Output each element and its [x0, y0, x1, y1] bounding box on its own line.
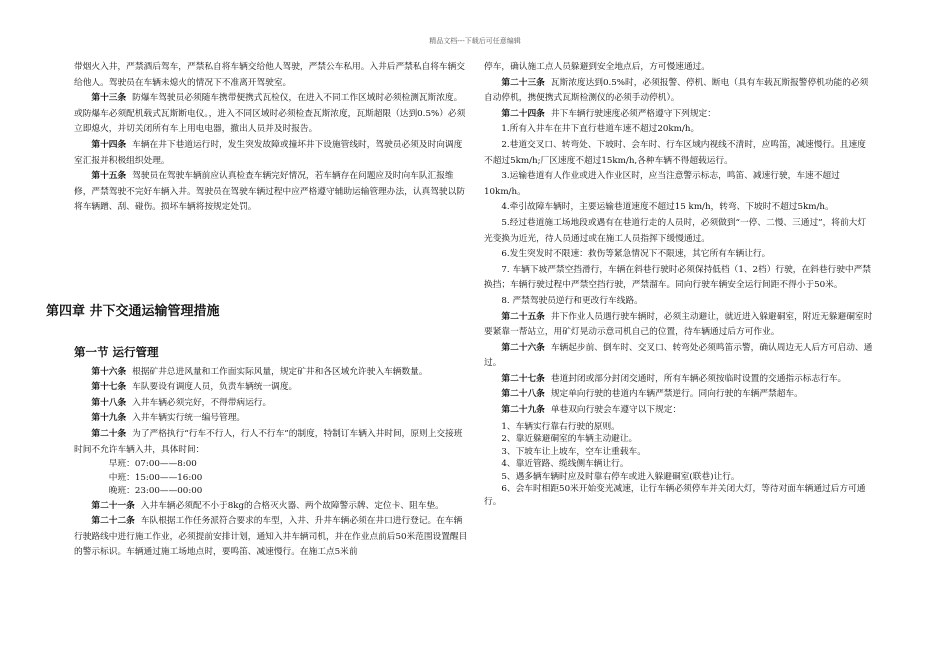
article-text: 入井车辆必须配不小于8kg的合格灭火器、两个故障警示牌、定位卡、阻车垫。: [140, 500, 444, 511]
article-text: 入井车辆实行统一编号管理。: [132, 413, 246, 424]
article-text: 车辆起步前、倒车时、交叉口、转弯处必须鸣笛示警，确认周边无人后方可启动、通过。: [484, 342, 873, 369]
article-label: 第二十二条: [91, 516, 135, 527]
article-text: 井下车辆行驶速度必须严格遵守下列规定：: [550, 108, 716, 119]
list-item: 6、会车时相距50米开始变光减速，让行车辆必须停车并关闭大灯，等待对面车辆通过后方可通行。: [484, 484, 866, 507]
article-27: [484, 372, 874, 388]
speed-rule-3: 3.运输巷道有人作业或进入作业区时，应当注意警示标志，鸣笛、减速行驶，车速不超过10km/h。: [484, 171, 840, 197]
article-16: [74, 365, 468, 381]
article-label: 第二十五条: [501, 311, 545, 322]
speed-rule-8: 8. 严禁驾驶员逆行和更改行车线路。: [501, 295, 643, 306]
list-item: 5、遇多辆车辆时应及时靠右停车或进入躲避硐室(联巷)让行。: [501, 471, 740, 482]
article-label: 第二十一条: [91, 500, 135, 511]
article-13: [74, 91, 468, 138]
article-label: 第二十六条: [501, 342, 545, 353]
list-item: 2、靠近躲避硐室的车辆主动避让。: [501, 434, 638, 445]
article-text: 规定单向行驶的巷道内车辆严禁逆行。同向行驶的车辆严禁超车。: [550, 389, 803, 400]
article-19: [74, 411, 468, 427]
paragraph: 带烟火入井，严禁酒后驾车，严禁私自将车辆交给他人驾驶，严禁公车私用。入井后严禁私自将车辆交给他人。驾驶员在车辆未熄火的情况下不准离开驾驶室。: [74, 62, 465, 88]
speed-rule-4: 4.牵引故障车辆时，主要运输巷道速度不超过15 km/h，转弯、下坡时不超过5km/h。: [501, 202, 834, 213]
article-22: [74, 514, 468, 561]
article-label: 第二十七条: [501, 373, 545, 384]
speed-rule-7: 7. 车辆下坡严禁空挡滑行，车辆在斜巷行驶时必须保持低档（1、2档）行驶，在斜巷行驶中严禁换挡；车辆行驶过程中严禁空挡行驶，严禁溜车。同向行驶车辆安全运行间距不得小于50米。: [484, 264, 871, 291]
article-label: 第十六条: [91, 366, 127, 377]
article-text: 为了严格执行“行车不行人，行人不行车”的制度，特制订车辆入井时间，原则上交接班时间不允许车辆入井，具体时间：: [74, 428, 463, 455]
article-label: 第十八条: [91, 397, 127, 408]
article-text: 车辆在井下巷道运行时，发生突发故障或撞坏井下设施管线时，驾驶员必须及时向调度室汇报并积极组织处理。: [74, 139, 463, 166]
chapter-title: 第四章 井下交通运输管理措施: [46, 304, 220, 319]
article-15: [74, 169, 468, 216]
article-21: [74, 499, 468, 515]
watermark: 精品文档---下载后可任意编辑: [429, 37, 521, 45]
article-26: [484, 341, 874, 372]
left-column: [74, 60, 468, 216]
right-column: [484, 60, 874, 508]
article-text: 根据矿井总进风量和工作面实际风量，规定矿井和各区域允许驶入车辆数量。: [132, 366, 428, 377]
shift-morning: 早班：07:00——8:00: [108, 459, 197, 470]
article-text: 驾驶员在驾驶车辆前应认真检查车辆完好情况，若车辆存在问题应及时向车队汇报维修，严禁驾驶不完好车辆入井。驾驶员在驾驶车辆过程中应严格遵守辅助运输管理办法，认真驾驶以防将车辆蹭、刮、碰伤。损坏车辆将按规定处罚。: [74, 171, 465, 213]
article-17: [74, 380, 468, 396]
article-20: [74, 427, 468, 458]
left-column-lower: [74, 345, 468, 561]
article-text: 巷道封闭或部分封闭交通时，所有车辆必须按临时设置的交通指示标志行车。: [550, 373, 847, 384]
article-23: [484, 76, 874, 107]
article-label: 第十五条: [91, 171, 127, 182]
article-label: 第二十三条: [501, 77, 545, 88]
speed-rule-6: 6.发生突发时不限速：救伤等紧急情况下不限速，其它所有车辆让行。: [501, 249, 771, 260]
article-18: [74, 396, 468, 412]
article-text: 单巷双向行驶会车遵守以下规定：: [550, 405, 682, 416]
article-label: 第十九条: [91, 413, 127, 424]
article-label: 第二十条: [91, 428, 127, 439]
list-item: 4、靠近管路、缆线侧车辆让行。: [501, 459, 629, 470]
article-label: 第二十四条: [501, 108, 545, 119]
speed-rule-2: 2.巷道交叉口、转弯处、下坡时、会车时、行车区域内视线不清时，应鸣笛，减速慢行。且速度不超过5km/h;厂区速度不超过15km/h,各种车辆不得超载运行。: [484, 139, 866, 166]
article-29: [484, 403, 874, 419]
article-label: 第二十八条: [501, 389, 545, 400]
article-text: 防爆车驾驶员必须随车携带便携式瓦检仪，在进入不同工作区域时必须检测瓦斯浓度。或防爆车必须配机载式瓦斯断电仪。，进入不同区域时必须检查瓦斯浓度，瓦斯超限（达到0.5%）必须立即熄火，并切关闭所有车上用电电器，撤出人员并及时报告。: [74, 93, 466, 135]
passing-rules-list: [484, 421, 874, 509]
article-label: 第十三条: [91, 93, 127, 104]
article-25: [484, 310, 874, 341]
article-label: 第十七条: [91, 382, 127, 393]
list-item: 1、车辆实行靠右行驶的原则。: [501, 421, 620, 432]
article-text: 车队要设有调度人员，负责车辆统一调度。: [132, 382, 298, 393]
shift-schedule: [74, 458, 468, 499]
article-text: 入井车辆必须完好，不得带病运行。: [132, 397, 272, 408]
article-text: 井下作业人员遇行驶车辆时，必须主动避让，就近进入躲避硐室，附近无躲避硐室时要紧靠一帮站立，用矿灯晃动示意司机自己的位置，待车辆通过后方可作业。: [484, 311, 873, 338]
article-label: 第十四条: [91, 139, 127, 150]
article-text: 车队根据工作任务派符合要求的车型，入井、升井车辆必须在井口进行登记。在车辆行驶路线中进行施工作业，必须提前安排计划，通知入井车辆司机，并在作业点前后50米范围设置醒目的警示标识。车辆通过施工场地点时，要鸣笛、减速慢行。在施工点5米前: [74, 516, 468, 558]
article-label: 第二十九条: [501, 405, 545, 416]
article-text: 瓦斯浓度达到0.5%时，必须报警、停机、断电（具有车载瓦斯报警停机功能的必须自动停机，携便携式瓦斯检测仪的必须手动停机）。: [484, 77, 869, 104]
shift-middle: 中班：15:00——16:00: [108, 472, 203, 483]
article-24: [484, 107, 874, 123]
article-28: [484, 387, 874, 403]
shift-night: 晚班：23:00——00:00: [108, 486, 203, 497]
list-item: 3、下坡车让上坡车，空车让重载车。: [501, 446, 646, 457]
article-14: [74, 138, 468, 169]
speed-rule-5: 5.经过巷道施工场地段或遇有在巷道行走的人员时，必须做到“一停、二慢、三通过”，将前大灯光变换为近光，待人员通过或在施工人员指挥下缓慢通过。: [484, 217, 867, 244]
section-title: 第一节 运行管理: [74, 345, 159, 359]
paragraph: 停车，确认施工点人员躲避到安全地点后，方可慢速通过。: [484, 62, 710, 72]
speed-rule-1: 1.所有入井车在井下直行巷道车速不超过20km/h。: [501, 124, 700, 135]
